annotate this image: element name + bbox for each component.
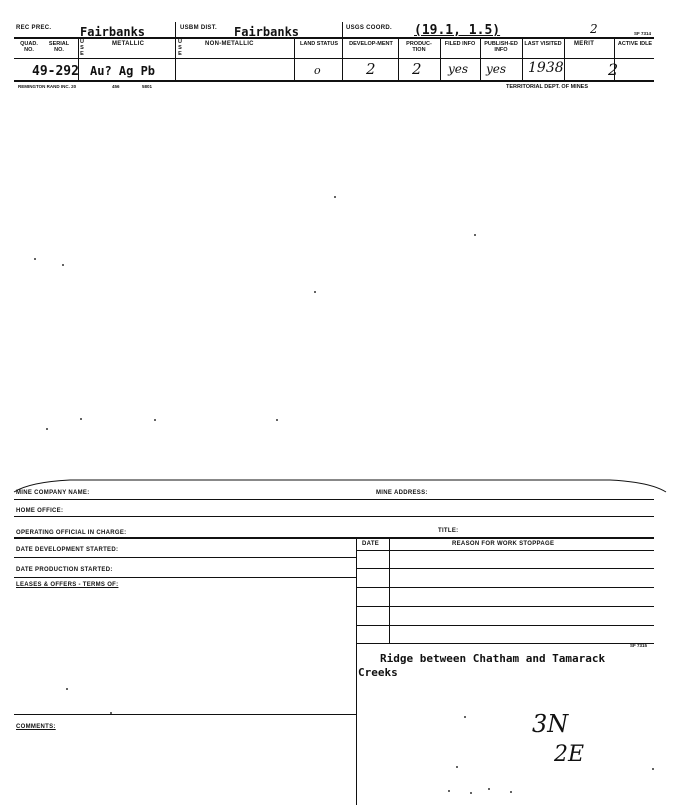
divider <box>440 37 441 80</box>
speck <box>80 418 82 420</box>
divider <box>564 37 565 80</box>
col-nonmetallic-use: U S E <box>178 39 182 57</box>
col-published-info: PUBLISH-ED INFO <box>484 41 518 53</box>
rule <box>356 643 654 644</box>
rule <box>14 557 356 558</box>
divider <box>342 22 343 80</box>
date-development-started-label: DATE DEVELOPMENT STARTED: <box>16 547 119 553</box>
usbm-dist-value: Fairbanks <box>234 25 300 39</box>
speck <box>474 234 476 236</box>
rule <box>14 714 356 715</box>
speck <box>470 792 472 794</box>
rec-prec-label: REC PREC. <box>16 25 52 31</box>
mine-company-name-label: MINE COMPANY NAME: <box>16 490 90 496</box>
mine-address-label: MINE ADDRESS: <box>376 490 428 496</box>
speck <box>314 291 316 293</box>
record-published-info: yes <box>486 62 507 76</box>
col-filed-info: FILED INFO <box>444 41 476 47</box>
rule <box>356 587 654 588</box>
record-bottom-rule <box>14 80 654 82</box>
speck <box>154 419 156 421</box>
usgs-coord-value: (19.1, 1.5) <box>414 23 501 38</box>
corner-mark: 2 <box>590 22 598 36</box>
rule <box>14 537 654 539</box>
typed-note-line-2: Creeks <box>358 666 398 679</box>
record-metallic: Au? Ag Pb <box>90 64 156 78</box>
comments-label: COMMENTS: <box>16 724 56 730</box>
speck <box>62 264 64 266</box>
record-active-idle: 2 <box>608 60 619 79</box>
speck <box>46 428 48 430</box>
typed-note-line-1: Ridge between Chatham and Tamarack <box>380 652 606 665</box>
speck <box>456 766 458 768</box>
speck <box>110 712 112 714</box>
column-header-rule <box>14 58 654 59</box>
operating-official-label: OPERATING OFFICIAL IN CHARGE: <box>16 530 127 536</box>
col-last-visited: LAST VISITED <box>524 41 562 47</box>
department-imprint: TERRITORIAL DEPT. OF MINES <box>506 84 588 90</box>
divider <box>294 37 295 80</box>
divider <box>175 22 176 80</box>
form-number-2: SF 7315 <box>630 643 648 648</box>
usgs-coord-label: USGS COORD. <box>346 25 392 31</box>
date-column-split <box>389 537 390 643</box>
printer-code-2: 5801 <box>142 84 153 89</box>
rec-prec-value: Fairbanks <box>80 25 146 39</box>
date-label: DATE <box>362 541 380 547</box>
col-nonmetallic: NON-METALLIC <box>205 41 254 47</box>
divider <box>522 37 523 80</box>
col-active-idle: ACTIVE IDLE <box>617 41 653 47</box>
hand-note-2e: 2E <box>554 742 585 767</box>
col-serial-no: SERIAL NO. <box>48 41 70 53</box>
speck <box>448 790 450 792</box>
speck <box>464 716 466 718</box>
speck <box>652 768 654 770</box>
card-top-edge <box>10 474 670 494</box>
leases-offers-label: LEASES & OFFERS - TERMS OF: <box>16 582 119 588</box>
speck <box>334 196 336 198</box>
speck <box>66 688 68 690</box>
divider <box>398 37 399 80</box>
rule <box>356 625 654 626</box>
rule <box>14 516 654 517</box>
rule <box>356 550 654 551</box>
rule <box>14 577 356 578</box>
record-land-status: o <box>314 64 321 77</box>
home-office-label: HOME OFFICE: <box>16 508 64 514</box>
speck <box>34 258 36 260</box>
record-last-visited: 1938 <box>528 60 564 76</box>
rule <box>14 499 654 500</box>
col-quad-no: QUAD. NO. <box>20 41 38 53</box>
title-label: TITLE: <box>438 528 459 534</box>
record-quad-serial: 49-292 <box>32 64 79 79</box>
form-number: SF 7314 <box>634 31 652 36</box>
col-metallic-use: U S E <box>80 39 84 57</box>
col-metallic: METALLIC <box>112 41 145 47</box>
speck <box>276 419 278 421</box>
col-development: DEVELOP-MENT <box>349 41 393 47</box>
rule <box>356 568 654 569</box>
col-production: PRODUC-TION <box>406 41 432 53</box>
column-split <box>356 537 357 805</box>
record-production: 2 <box>412 60 422 78</box>
col-land-status: LAND STATUS <box>300 41 338 47</box>
usbm-dist-label: USBM DIST. <box>180 25 218 31</box>
speck <box>488 788 490 790</box>
divider <box>480 37 481 80</box>
printer-imprint: REMINGTON RAND INC. 20 <box>18 84 77 89</box>
record-development: 2 <box>366 60 376 78</box>
speck <box>510 791 512 793</box>
col-merit: MERIT <box>574 41 595 47</box>
hand-note-3n: 3N <box>532 710 569 738</box>
date-production-started-label: DATE PRODUCTION STARTED: <box>16 567 113 573</box>
rule <box>356 606 654 607</box>
printer-code-1: 456 <box>112 84 120 89</box>
reason-work-stoppage-label: REASON FOR WORK STOPPAGE <box>452 541 555 547</box>
record-filed-info: yes <box>448 62 469 76</box>
